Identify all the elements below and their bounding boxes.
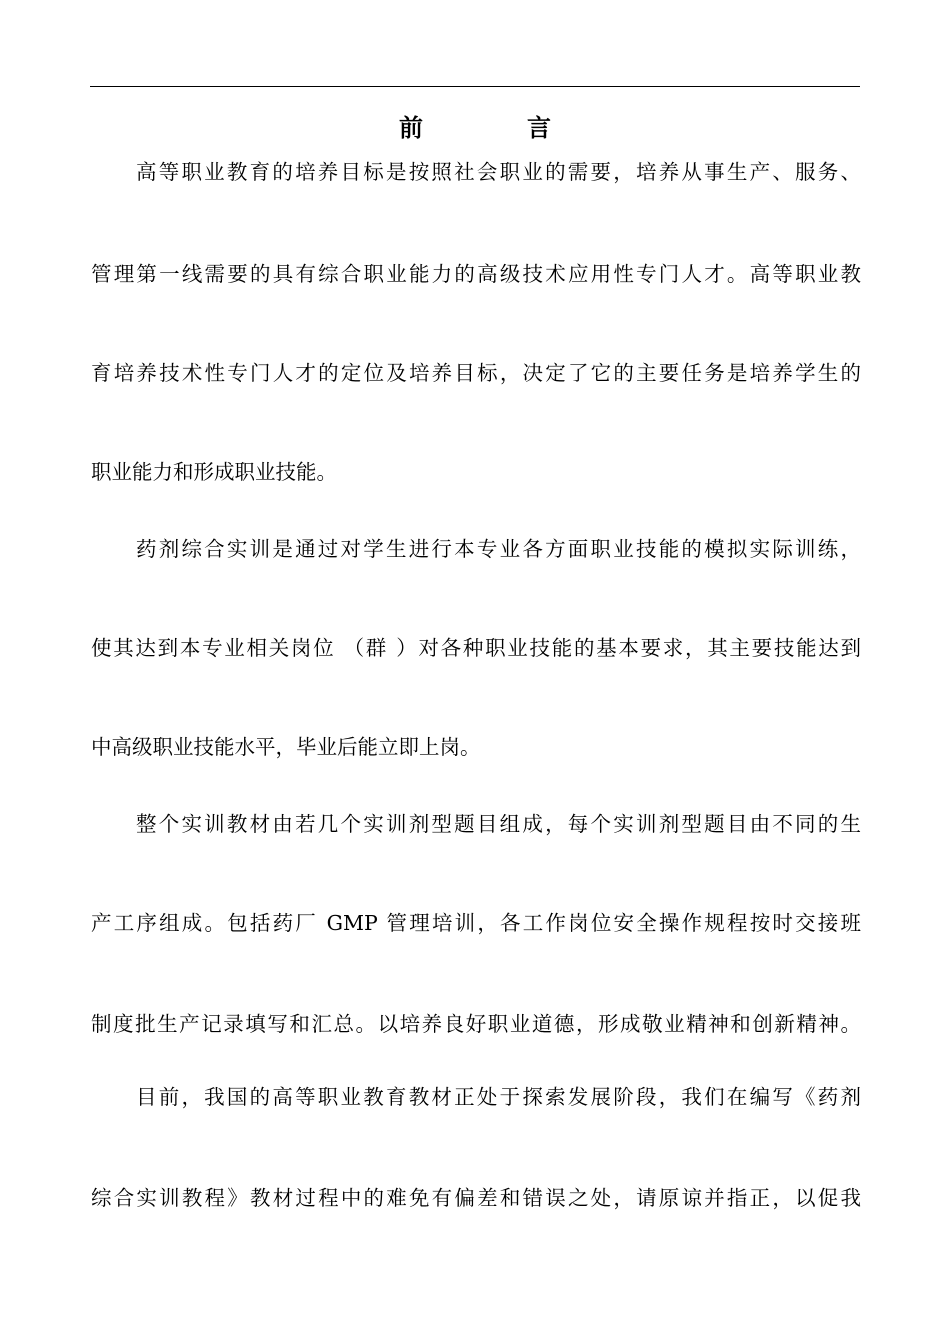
header-rule xyxy=(90,86,860,87)
text-line: 整个实训教材由若几个实训剂型题目组成，每个实训剂型题目由不同的生 xyxy=(136,812,861,836)
text-line: 育培养技术性专门人才的定位及培养目标，决定了它的主要任务是培养学生的 xyxy=(91,361,861,385)
text-line: 目前，我国的高等职业教育教材正处于探索发展阶段，我们在编写《药剂 xyxy=(136,1085,861,1109)
text-line: 使其达到本专业相关岗位 （群 ）对各种职业技能的基本要求，其主要技能达到 xyxy=(91,636,861,660)
text-line: 中高级职业技能水平，毕业后能立即上岗。 xyxy=(91,735,481,759)
page-title: 前 言 xyxy=(399,113,591,142)
text-line: 综合实训教程》教材过程中的难免有偏差和错误之处，请原谅并指正，以促我 xyxy=(91,1186,861,1210)
text-line: 管理第一线需要的具有综合职业能力的高级技术应用性专门人才。高等职业教 xyxy=(91,262,861,286)
text-line: 产工序组成。包括药厂 GMP 管理培训，各工作岗位安全操作规程按时交接班 xyxy=(91,911,861,935)
text-line: 职业能力和形成职业技能。 xyxy=(91,460,337,484)
text-line: 制度批生产记录填写和汇总。以培养良好职业道德，形成敬业精神和创新精神。 xyxy=(91,1012,861,1036)
text-line: 高等职业教育的培养目标是按照社会职业的需要，培养从事生产、服务、 xyxy=(136,160,861,184)
text-line: 药剂综合实训是通过对学生进行本专业各方面职业技能的模拟实际训练， xyxy=(136,537,861,561)
